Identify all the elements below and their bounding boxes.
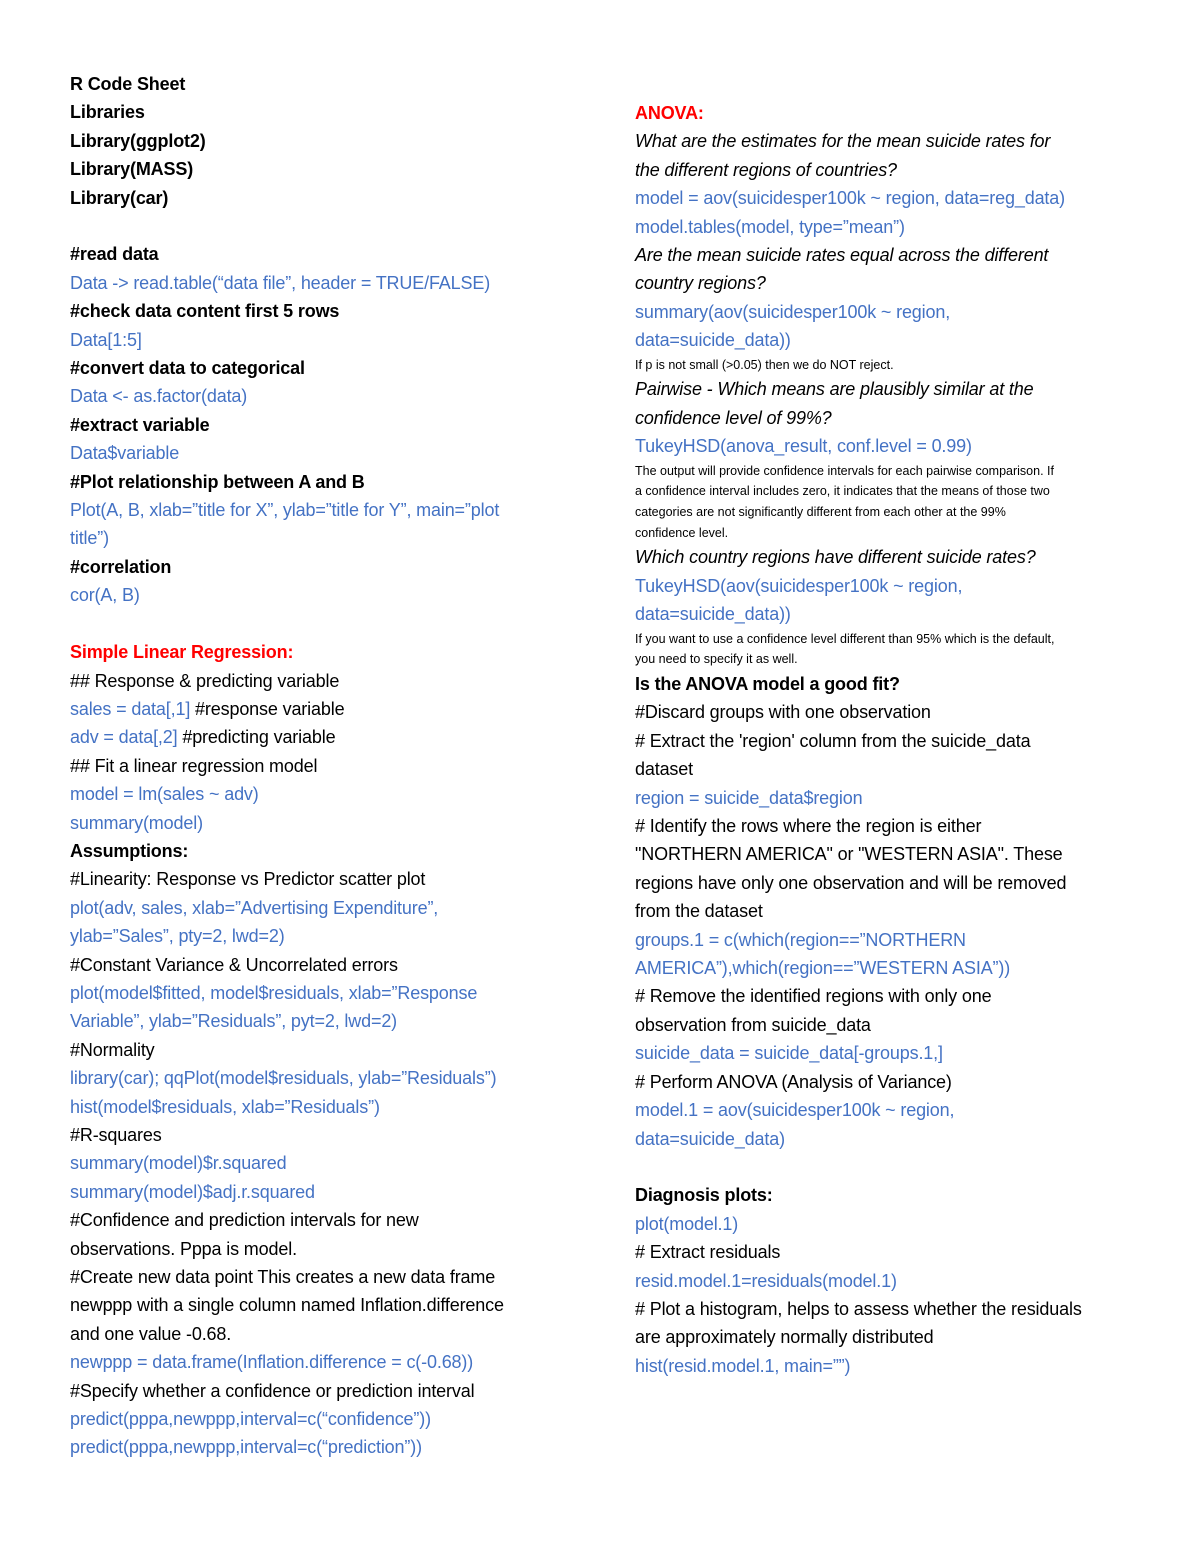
left-column: [70, 70, 590, 1462]
code-line: hist(model$residuals, xlab=”Residuals”): [70, 1096, 380, 1117]
spacer: [635, 1153, 1155, 1181]
code-line: predict(pppa,newppp,interval=c(“prediction”)): [70, 1437, 422, 1458]
comment-line: regions have only one observation and will be removed: [635, 872, 1067, 893]
question-line: the different regions of countries?: [635, 159, 897, 180]
code-line: ylab=”Sales”, pty=2, lwd=2): [70, 926, 285, 947]
note-line: If you want to use a confidence level different than 95% which is the default,: [635, 631, 1055, 646]
comment-line: ## Fit a linear regression model: [70, 755, 318, 776]
comment-line: "NORTHERN AMERICA" or "WESTERN ASIA". These: [635, 844, 1063, 865]
code-line: groups.1 = c(which(region==”NORTHERN: [635, 929, 966, 950]
code-line: model = aov(suicidesper100k ~ region, data=reg_data): [635, 188, 1065, 209]
comment-line: # Extract residuals: [635, 1242, 781, 1263]
code-line: predict(pppa,newppp,interval=c(“confidence”)): [70, 1409, 431, 1430]
section-comment: #correlation: [70, 556, 172, 577]
code-line: data=suicide_data)): [635, 330, 791, 351]
section-comment: #check data content first 5 rows: [70, 301, 340, 322]
comment-line: # Identify the rows where the region is either: [635, 816, 982, 837]
code-line: Data[1:5]: [70, 329, 142, 350]
code-line: region = suicide_data$region: [635, 787, 863, 808]
code-line: model = lm(sales ~ adv): [70, 784, 259, 805]
code-line: TukeyHSD(anova_result, conf.level = 0.99): [635, 436, 972, 457]
code-line: plot(adv, sales, xlab=”Advertising Expenditure”,: [70, 897, 439, 918]
comment-line: from the dataset: [635, 901, 763, 922]
section-heading: Diagnosis plots:: [635, 1185, 773, 1206]
inline-comment: #predicting variable: [177, 727, 336, 748]
section-comment: #Plot relationship between A and B: [70, 471, 365, 492]
code-line: model.tables(model, type=”mean”): [635, 216, 905, 237]
comment-line: observation from suicide_data: [635, 1014, 871, 1035]
comment-line: #Specify whether a confidence or prediction interval: [70, 1380, 475, 1401]
code-line: summary(model): [70, 812, 203, 833]
section-heading: Simple Linear Regression:: [70, 642, 294, 663]
question-line: What are the estimates for the mean suicide rates for: [635, 131, 1051, 152]
note-line: If p is not small (>0.05) then we do NOT reject.: [635, 357, 894, 372]
section-comment: #extract variable: [70, 414, 210, 435]
code-line: hist(resid.model.1, main=””): [635, 1355, 851, 1376]
spacer: [70, 212, 590, 240]
comment-line: # Remove the identified regions with only one: [635, 986, 992, 1007]
code-span: adv = data[,2]: [70, 727, 178, 748]
section-comment: #read data: [70, 244, 159, 265]
code-line: Data$variable: [70, 443, 180, 464]
code-line: title”): [70, 528, 109, 549]
code-line: plot(model$fitted, model$residuals, xlab=”Response: [70, 982, 478, 1003]
code-line: plot(model.1): [635, 1213, 739, 1234]
libraries-heading: Libraries: [70, 102, 145, 123]
comment-line: #Confidence and prediction intervals for new: [70, 1210, 419, 1231]
note-line: a confidence interval includes zero, it indicates that the means of those two: [635, 484, 1050, 499]
code-span: sales = data[,1]: [70, 698, 191, 719]
comment-line: are approximately normally distributed: [635, 1327, 934, 1348]
code-line: summary(model)$adj.r.squared: [70, 1181, 315, 1202]
comment-line: observations. Pppa is model.: [70, 1238, 297, 1259]
library-line: Library(ggplot2): [70, 130, 206, 151]
spacer: [70, 610, 590, 638]
code-line: Data -> read.table(“data file”, header = TRUE/FALSE): [70, 272, 491, 293]
note-line: categories are not significantly different from each other at the 99%: [635, 504, 1006, 519]
code-line: suicide_data = suicide_data[-groups.1,]: [635, 1043, 943, 1064]
code-line-with-comment: [70, 723, 590, 751]
code-line: data=suicide_data): [635, 1128, 785, 1149]
question-line: confidence level of 99%?: [635, 407, 832, 428]
comment-line: #R-squares: [70, 1125, 162, 1145]
code-line: cor(A, B): [70, 585, 140, 606]
section-comment: #convert data to categorical: [70, 358, 305, 379]
question-line: country regions?: [635, 273, 766, 294]
code-line: data=suicide_data)): [635, 604, 791, 625]
section-heading: Is the ANOVA model a good fit?: [635, 674, 900, 695]
code-line-with-comment: [70, 695, 590, 723]
right-column: [635, 99, 1155, 1380]
comment-line: and one value -0.68.: [70, 1323, 232, 1344]
comment-line: #Normality: [70, 1039, 155, 1060]
code-line: newppp = data.frame(Inflation.difference = c(-0.68)): [70, 1352, 474, 1373]
sheet-title: R Code Sheet: [70, 74, 186, 94]
code-line: TukeyHSD(aov(suicidesper100k ~ region,: [635, 575, 963, 596]
comment-line: dataset: [635, 759, 693, 780]
code-line: AMERICA”),which(region==”WESTERN ASIA”)): [635, 958, 1011, 979]
comment-line: newppp with a single column named Inflation.difference: [70, 1295, 504, 1316]
note-line: The output will provide confidence intervals for each pairwise comparison. If: [635, 463, 1054, 478]
comment-line: #Create new data point This creates a new data frame: [70, 1267, 496, 1288]
question-line: Are the mean suicide rates equal across the different: [635, 245, 1049, 266]
note-line: you need to specify it as well.: [635, 652, 798, 667]
comment-line: #Constant Variance & Uncorrelated errors: [70, 954, 398, 975]
section-heading: ANOVA:: [635, 103, 704, 123]
code-line: summary(aov(suicidesper100k ~ region,: [635, 301, 951, 322]
note-line: confidence level.: [635, 525, 729, 540]
code-line: Variable”, ylab=”Residuals”, pyt=2, lwd=2): [70, 1011, 398, 1032]
library-line: Library(car): [70, 187, 169, 208]
question-line: Which country regions have different suicide rates?: [635, 547, 1036, 568]
question-line: Pairwise - Which means are plausibly similar at the: [635, 379, 1034, 400]
code-line: Plot(A, B, xlab=”title for X”, ylab=”title for Y”, main=”plot: [70, 500, 500, 521]
comment-line: #Linearity: Response vs Predictor scatter plot: [70, 869, 426, 890]
comment-line: # Perform ANOVA (Analysis of Variance): [635, 1071, 952, 1092]
section-heading: Assumptions:: [70, 840, 189, 861]
code-line: resid.model.1=residuals(model.1): [635, 1270, 897, 1291]
library-line: Library(MASS): [70, 159, 194, 180]
comment-line: ## Response & predicting variable: [70, 670, 340, 691]
code-line: library(car); qqPlot(model$residuals, ylab=”Residuals”): [70, 1068, 497, 1089]
code-line: summary(model)$r.squared: [70, 1153, 287, 1174]
code-line: model.1 = aov(suicidesper100k ~ region,: [635, 1100, 955, 1121]
comment-line: #Discard groups with one observation: [635, 702, 931, 723]
inline-comment: #response variable: [190, 698, 345, 719]
comment-line: # Extract the 'region' column from the suicide_data: [635, 730, 1031, 751]
comment-line: # Plot a histogram, helps to assess whether the residuals: [635, 1298, 1082, 1319]
code-line: Data <- as.factor(data): [70, 386, 248, 407]
